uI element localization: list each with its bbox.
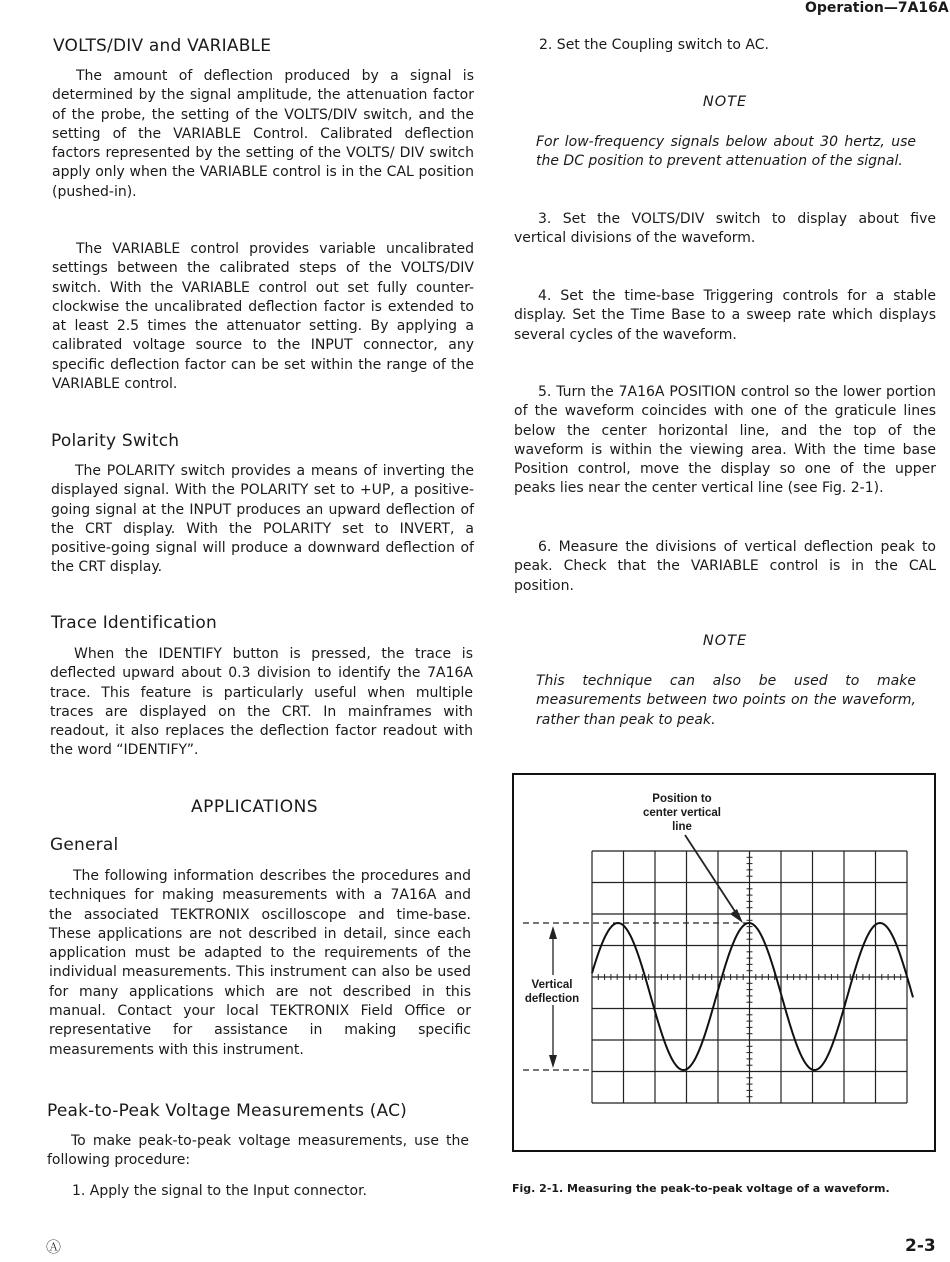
section-title-applications: APPLICATIONS	[191, 797, 319, 817]
paragraph-general: The following information describes the procedures and techniques for making measurements with a 7A16A and the associated TEKTRONIX oscilloscope and time-base. These applications are not described in detail, since each application must be adapted to the requirements of the individual measurements. This instrument can also be used for many applications which are not described in this manual. Contact your local TEKTRONIX Field Office or representative for assistance in making specific measurements with this instrument.	[49, 868, 471, 1058]
procedure-step-4: 4. Set the time-base Triggering controls for a stable display. Set the Time Base to a sweep rate which displays several cycles of the waveform.	[514, 288, 936, 343]
section-title-polarity: Polarity Switch	[51, 431, 180, 451]
note-body-2: This technique can also be used to make measurements between two points on the waveform, rather than peak to peak.	[536, 673, 916, 728]
procedure-step-6: 6. Measure the divisions of vertical deflection peak to peak. Check that the VARIABLE control is in the CAL position.	[514, 539, 936, 594]
waveform-graticule-svg	[512, 773, 936, 1152]
procedure-step-3: 3. Set the VOLTS/DIV switch to display about five vertical divisions of the waveform.	[514, 211, 936, 247]
figure-label-position-line2: center vertical	[643, 807, 721, 819]
running-header: Operation—7A16A	[805, 0, 949, 16]
paragraph-volts-div-2: The VARIABLE control provides variable uncalibrated settings between the calibrated steps of the VOLTS/DIV switch. With the VARIABLE control out set fully counter-clockwise the uncalibrated deflection factor is extended to at least 2.5 times the attenuator setting. By applying a calibrated voltage source to the INPUT connector, any specific deflection factor can be set within the range of the VARIABLE control.	[52, 241, 474, 393]
note-body-1: For low-frequency signals below about 30 hertz, use the DC position to prevent attenuation of the signal.	[536, 134, 916, 170]
vertical-deflection-arrowhead-down	[549, 1055, 557, 1068]
section-title-volts-div: VOLTS/DIV and VARIABLE	[53, 36, 272, 56]
section-title-general: General	[50, 835, 119, 855]
figure-label-vertical-line1: Vertical	[531, 979, 573, 991]
paragraph-trace-identification: When the IDENTIFY button is pressed, the trace is deflected upward about 0.3 division to identify the 7A16A trace. This feature is particularly useful when multiple traces are displayed on the CRT. In mainframes with readout, it also replaces the deflection factor readout with the word “IDENTIFY”.	[50, 646, 473, 759]
procedure-step-1: 1. Apply the signal to the Input connector.	[72, 1183, 367, 1199]
vertical-deflection-arrowhead-up	[549, 926, 557, 939]
figure-label-position-line1: Position to	[652, 793, 712, 805]
page-number: 2-3	[905, 1236, 936, 1256]
paragraph-volts-div-1: The amount of deflection produced by a signal is determined by the signal amplitude, the attenuation factor of the probe, the setting of the VOLTS/DIV switch, and the setting of the VARIABLE Control. Calibrated deflection factors represented by the setting of the VOLTS/ DIV switch apply only when the VARIABLE control is in the CAL position (pushed-in).	[52, 68, 474, 200]
paragraph-peak-to-peak: To make peak-to-peak voltage measurements, use the following procedure:	[47, 1133, 469, 1169]
figure-caption: Fig. 2-1. Measuring the peak-to-peak voltage of a waveform.	[512, 1182, 890, 1195]
note-heading-2: NOTE	[702, 633, 748, 649]
publisher-mark: Ⓐ	[46, 1238, 62, 1256]
figure-label-vertical-line2: deflection	[524, 993, 580, 1005]
section-title-trace-identification: Trace Identification	[51, 613, 217, 633]
position-pointer-line	[685, 835, 738, 916]
figure-label-position-line3: line	[672, 821, 692, 833]
procedure-step-2: 2. Set the Coupling switch to AC.	[539, 37, 769, 53]
position-pointer-arrowhead	[730, 909, 743, 923]
procedure-step-5: 5. Turn the 7A16A POSITION control so the lower portion of the waveform coincides with one of the graticule lines below the center horizontal line, and the top of the waveform is within the viewing area. With the time base Position control, move the display so one of the upper peaks lies near the center vertical line (see Fig. 2-1).	[514, 384, 936, 497]
note-heading-1: NOTE	[702, 94, 748, 110]
section-title-peak-to-peak: Peak-to-Peak Voltage Measurements (AC)	[47, 1101, 407, 1121]
paragraph-polarity: The POLARITY switch provides a means of inverting the displayed signal. With the POLARITY set to +UP, a positive-going signal at the INPUT produces an upward deflection of the CRT display. With the POLARITY set to INVERT, a positive-going signal will produce a downward deflection of the CRT display.	[51, 463, 474, 576]
